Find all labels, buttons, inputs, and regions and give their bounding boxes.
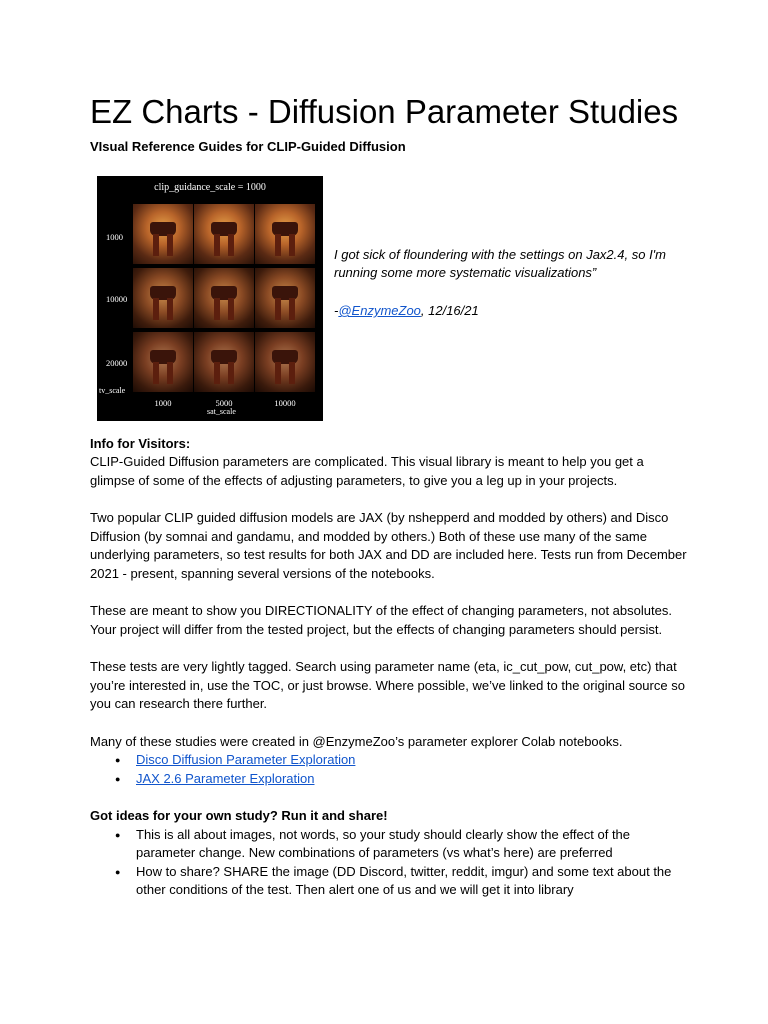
row-label: 1000: [106, 232, 123, 242]
ideas-list: [90, 826, 690, 900]
grid-cell: [255, 204, 315, 264]
quote-text: I got sick of floundering with the settings on Jax2.4, so I'm running some more systematic visualizations”: [334, 247, 666, 280]
list-item: [136, 751, 690, 770]
parameter-grid-image: [97, 176, 323, 421]
list-item: ● How to share? SHARE the image (DD Discord, twitter, reddit, imgur) and some text about the other conditions of the test. Then alert one of us and we will get it into library: [136, 863, 690, 900]
info-paragraph: These tests are very lightly tagged. Search using parameter name (eta, ic_cut_pow, cut_pow, etc) that you’re interested in, use the TOC, or just browse. Where possible, we’ve linked to the original source so you can research there further.: [90, 659, 685, 711]
info-heading: Info for Visitors:: [90, 436, 191, 451]
grid-cell: [255, 268, 315, 328]
quote-block: [334, 246, 684, 320]
enzymezoo-link[interactable]: @EnzymeZoo: [338, 303, 421, 318]
grid-cell: [194, 204, 254, 264]
figure-title: clip_guidance_scale = 1000: [154, 182, 266, 193]
list-item: ● This is all about images, not words, so your study should clearly show the effect of the parameter change. New combinations of parameters (vs what’s here) are preferred: [136, 826, 690, 863]
notebook-links-list: [90, 751, 690, 788]
row-axis-label: tv_scale: [99, 386, 126, 395]
info-paragraph: CLIP-Guided Diffusion parameters are complicated. This visual library is meant to help you get a glimpse of some of the effects of adjusting parameters, to give you a leg up in your projects.: [90, 454, 644, 488]
attrib-prefix: -: [334, 303, 339, 318]
info-paragraph: These are meant to show you DIRECTIONALITY of the effect of changing parameters, not absolutes. Your project will differ from the tested project, but the effects of changing parameters should persist.: [90, 603, 672, 637]
grid-cell: [194, 332, 254, 392]
jax-link[interactable]: JAX 2.6 Parameter Exploration: [136, 770, 315, 786]
hero-section: [90, 162, 690, 424]
col-label: 1000: [154, 398, 172, 408]
col-label: 10000: [274, 398, 296, 408]
ideas-heading: Got ideas for your own study? Run it and share!: [90, 808, 388, 823]
row-label: 10000: [106, 294, 128, 304]
col-label: 5000: [215, 398, 233, 408]
list-item: [136, 770, 690, 789]
page-title: EZ Charts - Diffusion Parameter Studies: [90, 93, 679, 130]
grid-cell: [133, 204, 193, 264]
attrib-date: , 12/16/21: [420, 303, 479, 318]
info-paragraph: Two popular CLIP guided diffusion models are JAX (by nshepperd and modded by others) and Disco Diffusion (by somnai and gandamu, and modded by others.) Both of these use many of the same underlying parameters, so test results for both JAX and DD are included here. Tests run from December 2021 - present, spanning several versions of the notebooks.: [90, 510, 687, 581]
row-label: 20000: [106, 358, 128, 368]
document-page: [90, 90, 690, 900]
grid-cell: [133, 268, 193, 328]
disco-diffusion-link[interactable]: Disco Diffusion Parameter Exploration: [136, 752, 356, 767]
grid-cell: [133, 332, 193, 392]
page-subtitle: VIsual Reference Guides for CLIP-Guided Diffusion: [90, 139, 406, 154]
grid-cell: [255, 332, 315, 392]
grid-cell: [194, 268, 254, 328]
info-paragraph: Many of these studies were created in @EnzymeZoo’s parameter explorer Colab notebooks.: [90, 733, 623, 749]
quote-attribution: [334, 302, 684, 320]
col-axis-label: sat_scale: [207, 407, 236, 416]
